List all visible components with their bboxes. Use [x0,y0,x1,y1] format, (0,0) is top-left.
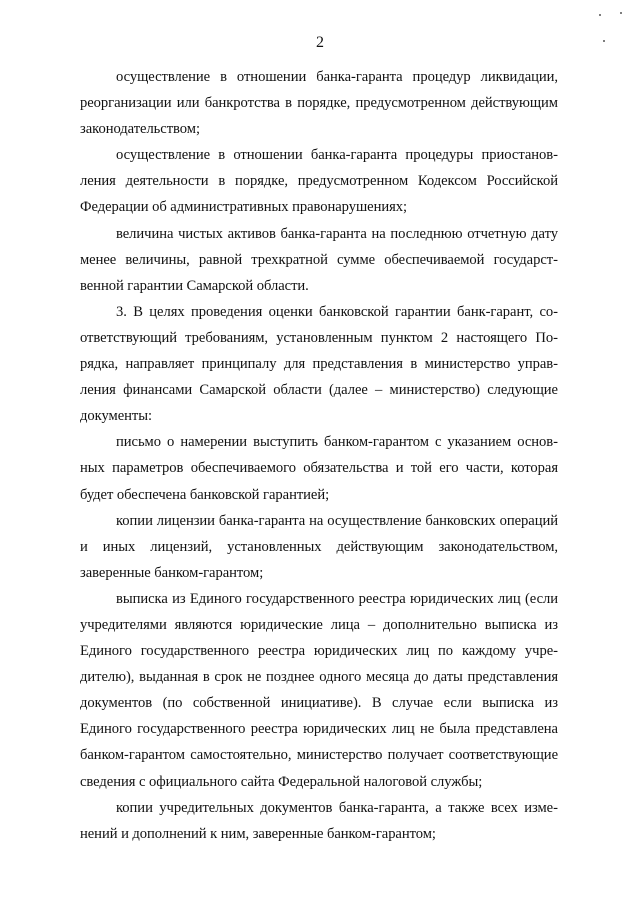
scan-speck [599,14,601,16]
paragraph-liquidation: осуществление в отношении банка-гаранта процедур ликвидации, реорганизации или банкротства в порядке, предусмотренном действующим законодательством; [80,69,558,138]
paragraph-net-assets: величина чистых активов банка-гаранта на последнюю отчетную дату менее величины, равной трехкратной сумме обеспечиваемой государственной гарантии Самарской области. [80,225,558,294]
paragraph-registry-extract: выписка из Единого государственного реестра юридических лиц (если учредителями являются юридические лица – дополнительно выписка из Единого государственного реестра юридических лиц по каждому учредителю), выданная в срок не позднее одного месяца до даты представления документов (по собственной инициативе). В случае если выписка из Единого государственного реестра юридических лиц не была представлена банком-гарантом самостоятельно, министерство получает соответствующие сведения с официального сайта Федеральной налоговой службы; [80,590,558,790]
paragraph-intent-letter: письмо о намерении выступить банком-гарантом с указанием основных параметров обеспечиваемого обязательства и той его части, которая будет обеспечена банковской гарантией; [80,434,558,503]
paragraph-license-copies: копии лицензии банка-гаранта на осуществление банковских операций и иных лицензий, установленных действующим законодательством, заверенные банком-гарантом; [80,512,558,581]
paragraph-clause-3: 3. В целях проведения оценки банковской гарантии банк-гарант, соответствующий требованиям, установленным пунктом 2 настоящего Порядка, направляет принципалу для представления в министерство управления финансами Самарской области (далее – министерство) следующие документы: [80,303,558,425]
scan-speck [603,40,605,42]
document-body [80,64,558,847]
paragraph-suspension: осуществление в отношении банка-гаранта процедуры приостановления деятельности в порядке, предусмотренном Кодексом Российской Федерации об административных правонарушениях; [80,147,558,216]
page-number: 2 [316,34,324,51]
scan-speck [620,12,622,14]
paragraph-founding-documents: копии учредительных документов банка-гаранта, а также всех изменений и дополнений к ним, заверенные банком-гарантом; [80,799,558,842]
